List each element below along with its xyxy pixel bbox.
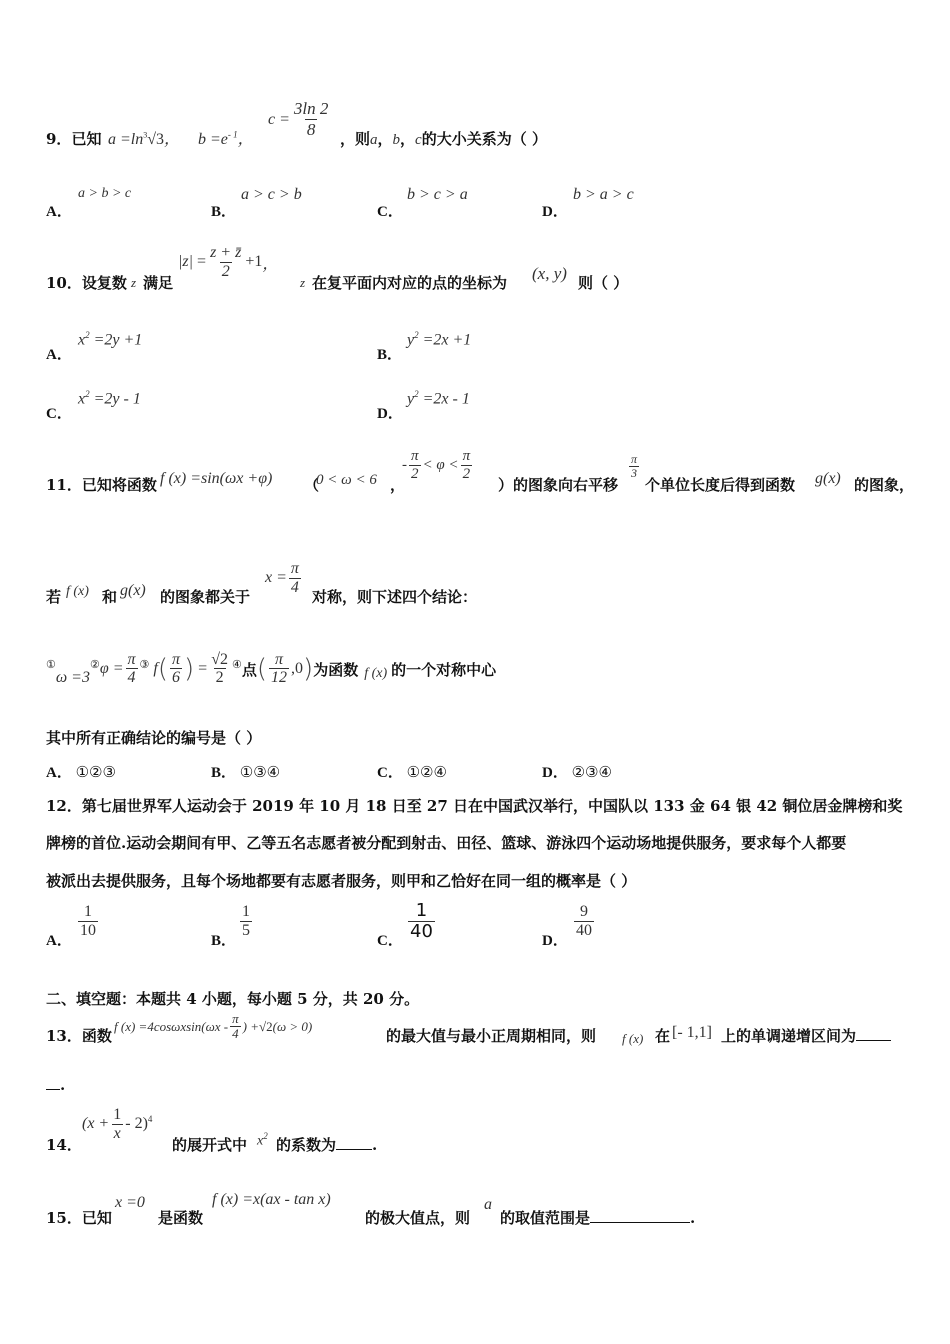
q11-gx: g(x) bbox=[815, 470, 841, 487]
q12-option-b-frac: $\frac{1}{5}$ bbox=[242, 903, 250, 939]
q11-ask: 其中所有正确结论的编号是（ ） bbox=[46, 729, 262, 747]
q13-blank-cont[interactable]: . bbox=[46, 1076, 65, 1094]
q10-z: z bbox=[131, 275, 137, 290]
q12-option-a-frac: $\frac{1}{10}$ bbox=[80, 903, 96, 939]
q13-in: 在 bbox=[655, 1027, 671, 1045]
q10-option-a-text: $x^2 =2y +1$ bbox=[78, 330, 143, 349]
q10-option-b[interactable]: B． bbox=[377, 347, 403, 363]
q10-option-a[interactable]: A． bbox=[46, 347, 72, 363]
q10-stem: 10．设复数 bbox=[46, 274, 127, 292]
q9-a-expr: $a =\ln^3√3$， bbox=[108, 130, 181, 148]
q13-tail: 上的单调递增区间为 bbox=[721, 1025, 891, 1046]
q10-option-d[interactable]: D． bbox=[377, 406, 403, 422]
q9-option-c-text: b > c > a bbox=[407, 186, 468, 203]
q11-mark-3: ③ bbox=[139, 657, 150, 671]
q14-mid: 的展开式中 bbox=[172, 1136, 248, 1154]
q11-conclusion-2: φ = bbox=[99, 660, 124, 677]
q10-option-d-text: $y^2 =2x - 1$ bbox=[407, 389, 470, 408]
q10-option-c-text: $x^2 =2y - 1$ bbox=[78, 389, 141, 408]
q11-sym-text: 的图象都关于 bbox=[160, 588, 251, 606]
q9-c-expr: c = $\frac{3\ln 2}{8}$ bbox=[268, 99, 329, 139]
q10-option-b-text: $y^2 =2x +1$ bbox=[407, 330, 472, 349]
q15-a: a bbox=[484, 1196, 492, 1213]
q10-tail: 则（ ） bbox=[578, 274, 629, 292]
q9-option-d[interactable]: D． bbox=[542, 204, 568, 220]
q14-tail[interactable]: 的系数为 . bbox=[276, 1136, 378, 1154]
q11-option-d[interactable]: D． ②③④ bbox=[542, 763, 612, 781]
q11-axis: x = $\frac{\pi}{4}$ bbox=[265, 560, 299, 596]
q11-conclusion-4: 点 bbox=[241, 660, 257, 679]
q11-function: f (x) =sin(ωx +φ) bbox=[160, 470, 273, 487]
section-heading: 二、填空题：本题共 4 小题，每小题 5 分，共 20 分。 bbox=[46, 990, 420, 1008]
q14-x2: $x^2$ bbox=[257, 1131, 268, 1149]
q10-option-c[interactable]: C． bbox=[46, 406, 72, 422]
q11-phi-range: - $\frac{\pi}{2}$ < φ < $\frac{\pi}{2}$ bbox=[402, 448, 471, 482]
q11-omega-range: 0 < ω < 6 bbox=[316, 472, 377, 488]
q11-and: 和 bbox=[102, 588, 118, 606]
q13-interval: [- 1,1] bbox=[672, 1024, 712, 1041]
q12-line2: 牌榜的首位.运动会期间有甲、乙等五名志愿者被分配到射击、田径、篮球、游泳四个运动场地提供服务，要求每个人都要 bbox=[46, 834, 847, 852]
q11-shift-text: 个单位长度后得到函数 bbox=[645, 476, 796, 494]
q10-mid: 在复平面内对应的点的坐标为 bbox=[312, 274, 508, 292]
q13-stem: 13．函数 bbox=[46, 1027, 112, 1045]
q15-function: f (x) =x(ax - tan x) bbox=[212, 1191, 331, 1208]
q12-option-c-frac: $\frac{1}{40}$ bbox=[410, 900, 433, 942]
q10-z2: z bbox=[300, 275, 306, 290]
q11-end1: 的图象， bbox=[854, 476, 915, 494]
q11-shift-frac: $\frac{\pi}{3}$ bbox=[631, 452, 638, 481]
q15-stem: 15．已知 bbox=[46, 1209, 112, 1227]
q13-number: 13． bbox=[46, 1027, 82, 1045]
q9-stem bbox=[46, 128, 101, 149]
q10-number: 10． bbox=[46, 274, 82, 292]
q11-conclusion-3: f bbox=[153, 660, 158, 677]
q11-conclusion-1: ω =3 bbox=[55, 669, 90, 686]
q11-number: 11． bbox=[46, 476, 82, 494]
q15-is: 是函数 bbox=[158, 1209, 204, 1227]
q9-tail: ，则a，b，c的大小关系为（ ） bbox=[340, 130, 547, 148]
q15-tail[interactable]: 的取值范围是 . bbox=[500, 1209, 696, 1227]
q11-option-a[interactable]: A． ①②③ bbox=[46, 763, 116, 781]
q9-number: 9． bbox=[46, 130, 72, 148]
q15-x0: x =0 bbox=[115, 1194, 145, 1211]
q9-b-expr: $b =e^{- 1}$， bbox=[198, 129, 254, 148]
q14-expression: (x + $\frac{1}{x}$ - 2) $^4$ bbox=[82, 1106, 153, 1142]
q11-sym-end: 对称，则下述四个结论： bbox=[312, 588, 478, 606]
q12-option-b[interactable]: B． bbox=[211, 933, 237, 949]
q11-option-c[interactable]: C． ①②④ bbox=[377, 763, 447, 781]
q13-function: f (x) =4cosωxsin(ωx - $\frac{\pi}{4}$ ) + √2 (ω > 0) bbox=[114, 1011, 313, 1042]
q11-stem: 11．已知将函数 bbox=[46, 476, 157, 494]
q12-option-c[interactable]: C． bbox=[377, 933, 403, 949]
q12-line3: 被派出去提供服务，且每个场地都要有志愿者服务，则甲和乙恰好在同一组的概率是（ ） bbox=[46, 872, 637, 890]
q13-mid: 的最大值与最小正周期相同，则 bbox=[386, 1027, 597, 1045]
q11-shift-lead: ）的图象向右平移 bbox=[498, 476, 619, 494]
q12-option-d-frac: $\frac{9}{40}$ bbox=[576, 903, 592, 939]
q12-option-d[interactable]: D． bbox=[542, 933, 568, 949]
q9-lead: 已知 bbox=[71, 130, 102, 148]
q14-number: 14． bbox=[46, 1136, 82, 1154]
q11-fx: f (x) bbox=[66, 584, 89, 599]
q10-coord: (x, y) bbox=[532, 264, 567, 283]
q11-mark-1: ① bbox=[46, 657, 56, 671]
q9-option-d-text: b > a > c bbox=[573, 186, 634, 203]
q9-option-a-text: a > b > c bbox=[78, 186, 132, 201]
q9-option-b-text: a > c > b bbox=[241, 186, 302, 203]
q9-option-a[interactable]: A． bbox=[46, 204, 72, 220]
q10-satisfy: 满足 bbox=[143, 274, 174, 292]
q15-number: 15． bbox=[46, 1209, 82, 1227]
q10-condition: |z| = $\frac{z + z̄}{2}$ +1 ， bbox=[178, 244, 279, 280]
q12-option-a[interactable]: A． bbox=[46, 933, 72, 949]
q11-mark-2: ② bbox=[89, 657, 100, 671]
q11-mark-4: ④ bbox=[231, 657, 242, 671]
q11-line2-lead: 若 bbox=[46, 588, 62, 606]
q9-option-c[interactable]: C． bbox=[377, 204, 403, 220]
q15-mid: 的极大值点，则 bbox=[365, 1209, 471, 1227]
q9-option-b[interactable]: B． bbox=[211, 204, 237, 220]
q11-gx2: g(x) bbox=[120, 582, 146, 599]
q11-comma: ， bbox=[390, 476, 406, 494]
q11-option-b[interactable]: B． ①③④ bbox=[211, 763, 281, 781]
q13-fx: f (x) bbox=[622, 1031, 644, 1046]
q11-paren: （ bbox=[304, 476, 320, 494]
q12-line1: 12．第七届世界军人运动会于 2019 年 10 月 18 日至 27 日在中国武汉举行，中国队以 133 金 64 银 42 铜位居金牌榜和奖 bbox=[46, 797, 903, 815]
q11-conclusions: ① ω =3 ② φ = $\frac{\pi}{4}$ ③ f ( $\frac{\pi}{6}$ ) = $\frac{√2}{2}$ ④ 点 ( $\frac{\pi}{12}$ ,0 ) 为函数 f (x) 的一个对称中心 bbox=[46, 650, 497, 687]
q12-number: 12． bbox=[46, 797, 82, 815]
